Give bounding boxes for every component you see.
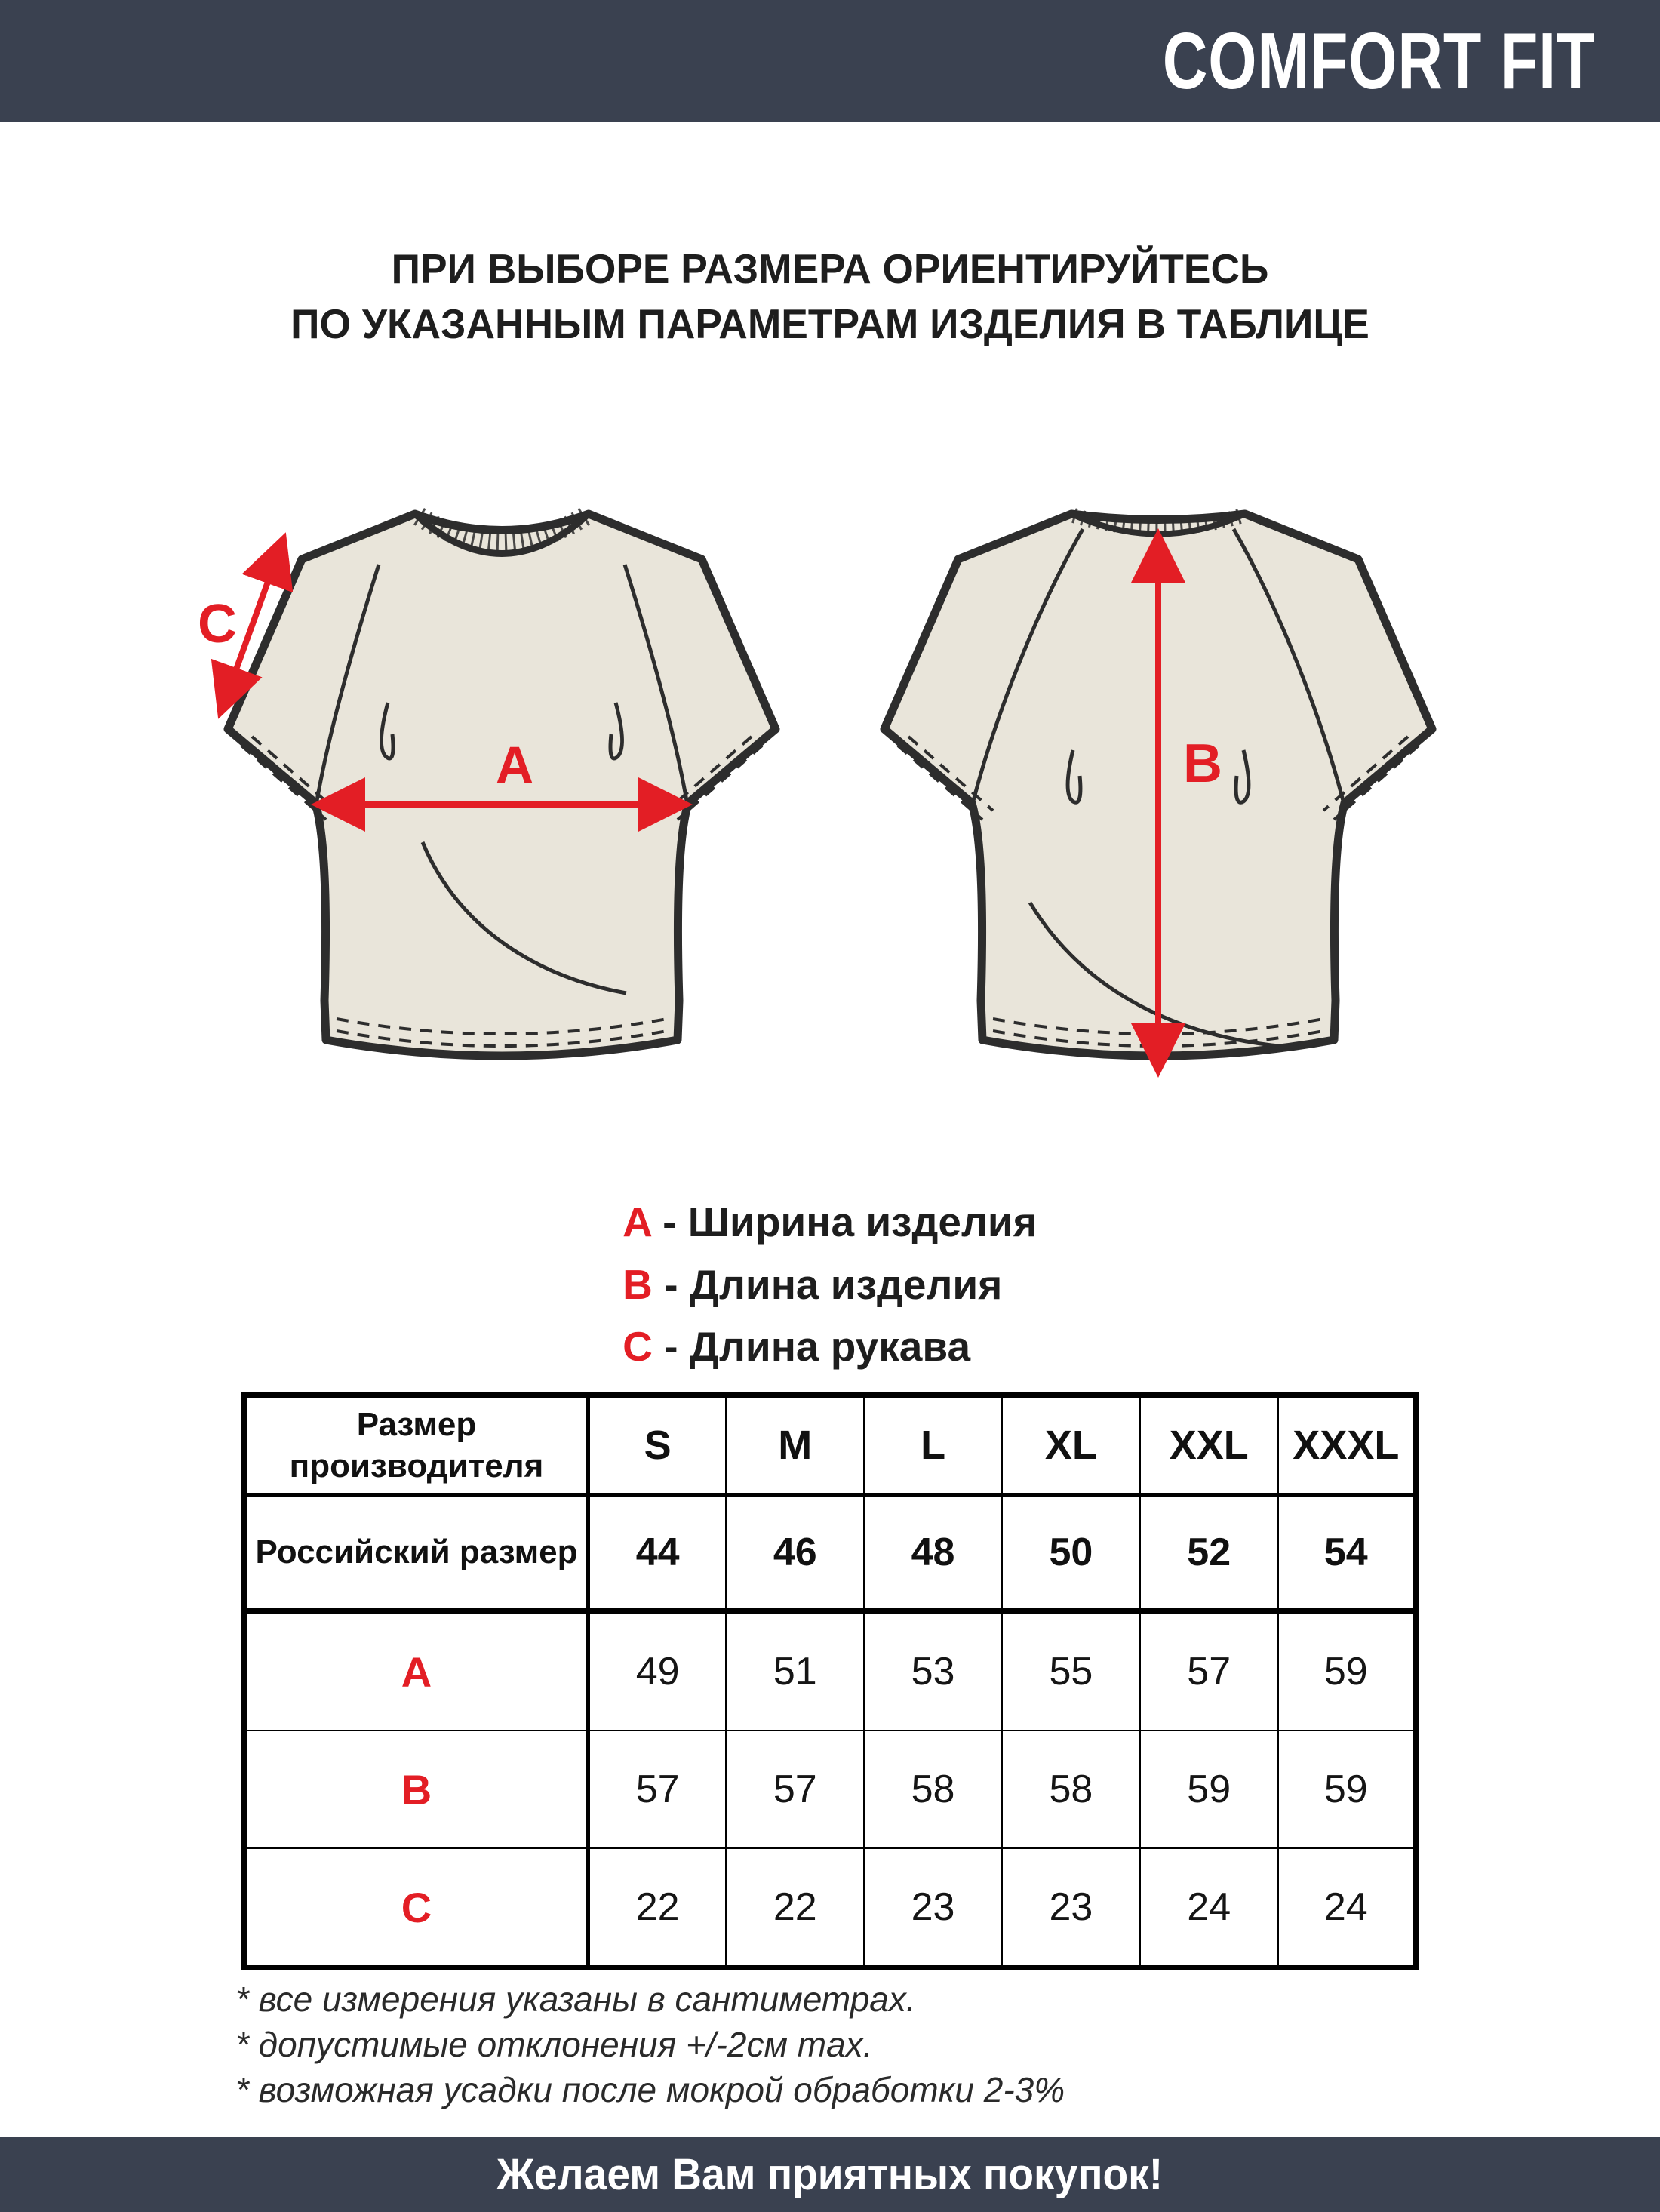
size-table [241,1392,1419,1970]
row-label-a: A [244,1611,589,1731]
footnote-1: * все измерения указаны в сантиметрах. [235,1980,916,2019]
footnote-3: * возможная усадки после мокрой обработки 2-3% [235,2069,1065,2109]
cell-a-xxl: 57 [1140,1611,1278,1731]
size-table-header-label: Размер производителя [244,1395,589,1495]
size-column-s: S [589,1395,727,1495]
legend-item-a [622,1191,1038,1254]
legend-key-c: C [622,1323,653,1370]
legend-key-b: B [622,1260,653,1308]
cell-c-xxl: 24 [1140,1848,1278,1968]
intro-line-2: ПО УКАЗАННЫМ ПАРАМЕТРАМ ИЗДЕЛИЯ В ТАБЛИЦЕ [290,300,1370,347]
size-table-header-row [244,1395,1416,1495]
brand-title: COMFORT FIT [1162,17,1595,106]
cell-c-xl: 23 [1002,1848,1140,1968]
sleeve-label-c: C [198,594,237,654]
cell-a-m: 51 [726,1611,864,1731]
cell-a-s: 49 [589,1611,727,1731]
table-row-b [244,1731,1416,1848]
cell-ru-xl: 50 [1002,1495,1140,1611]
cell-b-l: 58 [864,1731,1002,1848]
cell-b-s: 57 [589,1731,727,1848]
legend-text-b: - Длина изделия [664,1260,1003,1308]
legend-item-c [622,1315,1038,1378]
footer-message: Желаем Вам приятных покупок! [496,2150,1164,2199]
size-column-l: L [864,1395,1002,1495]
cell-c-s: 22 [589,1848,727,1968]
intro-heading [25,242,1635,351]
legend-text-c: - Длина рукава [664,1323,971,1370]
legend-key-a: A [622,1198,651,1245]
cell-ru-xxl: 52 [1140,1495,1278,1611]
size-column-xxl: XXL [1140,1395,1278,1495]
footnotes [235,1977,1065,2112]
measurement-diagrams [189,480,1471,1099]
cell-b-xxl: 59 [1140,1731,1278,1848]
legend-text-a: - Ширина изделия [662,1198,1038,1245]
size-column-xl: XL [1002,1395,1140,1495]
row-label-b: B [244,1731,589,1848]
tshirt-back-diagram [845,480,1471,1099]
measurement-legend [0,1191,1660,1378]
cell-a-l: 53 [864,1611,1002,1731]
table-row-c [244,1848,1416,1968]
cell-ru-l: 48 [864,1495,1002,1611]
table-row-a [244,1611,1416,1731]
top-brand-bar [0,0,1660,122]
size-column-xxxl: XXXL [1278,1395,1416,1495]
tshirt-front-diagram [189,480,815,1099]
width-label-a: A [495,736,534,795]
cell-a-xxxl: 59 [1278,1611,1416,1731]
footnote-2: * допустимые отклонения +/-2см max. [235,2024,873,2064]
cell-ru-m: 46 [726,1495,864,1611]
cell-ru-s: 44 [589,1495,727,1611]
row-label-russian-size: Российский размер [244,1495,589,1611]
size-column-m: M [726,1395,864,1495]
cell-b-m: 57 [726,1731,864,1848]
row-label-c: C [244,1848,589,1968]
cell-a-xl: 55 [1002,1611,1140,1731]
cell-ru-xxxl: 54 [1278,1495,1416,1611]
cell-c-l: 23 [864,1848,1002,1968]
bottom-message-bar [0,2137,1660,2212]
legend-item-b [622,1254,1038,1316]
cell-b-xl: 58 [1002,1731,1140,1848]
table-row-russian-size [244,1495,1416,1611]
intro-line-1: ПРИ ВЫБОРЕ РАЗМЕРА ОРИЕНТИРУЙТЕСЬ [391,245,1269,292]
cell-c-xxxl: 24 [1278,1848,1416,1968]
length-label-b: B [1183,734,1222,794]
cell-b-xxxl: 59 [1278,1731,1416,1848]
cell-c-m: 22 [726,1848,864,1968]
